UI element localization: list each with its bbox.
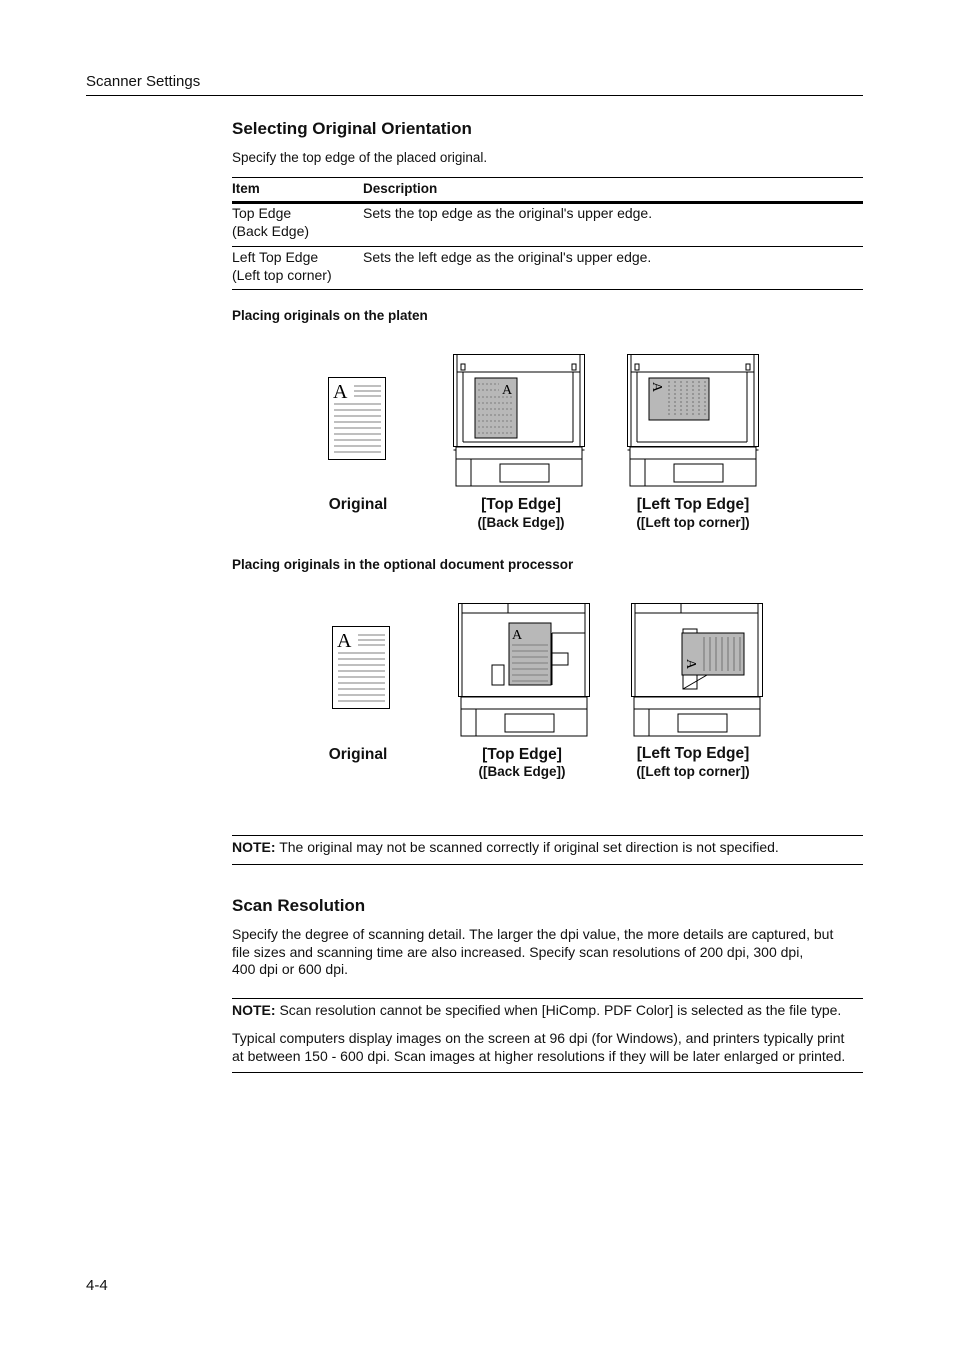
note-scan-resolution xyxy=(232,1002,841,1020)
header-divider xyxy=(86,95,863,96)
table-cell: (Back Edge) xyxy=(232,222,310,239)
platen-top-edge-illustration xyxy=(453,354,585,487)
processor-top-edge-illustration xyxy=(458,603,590,737)
table-row-1-item xyxy=(232,205,309,240)
table-row-1-description: Sets the top edge as the original's upper edge. xyxy=(363,205,653,221)
table-header-rule xyxy=(232,201,863,204)
note-label: NOTE: xyxy=(232,839,276,855)
paragraph-line: Typical computers display images on the screen at 96 dpi (for Windows), and printers typically print xyxy=(232,1030,845,1046)
note-bottom-rule xyxy=(232,1072,863,1073)
note-top-rule xyxy=(232,835,863,836)
caption-back-edge: ([Back Edge]) xyxy=(477,515,565,530)
table-header-item: Item xyxy=(232,181,260,196)
caption-left-top-edge: [Left Top Edge] xyxy=(636,745,750,762)
svg-text:A: A xyxy=(337,630,352,652)
table-bottom-rule xyxy=(232,289,863,290)
table-cell: (Left top corner) xyxy=(232,266,332,283)
paragraph-line: file sizes and scanning time are also increased. Specify scan resolutions of 200 dpi, 300 dpi, xyxy=(232,943,804,960)
note-bottom-rule xyxy=(232,864,863,865)
platen-left-top-edge-illustration xyxy=(627,354,759,487)
note-orientation xyxy=(232,839,779,857)
table-row-rule xyxy=(232,246,863,247)
caption-top-edge: [Top Edge] xyxy=(482,746,562,763)
svg-text:A: A xyxy=(649,382,664,393)
section-heading-orientation: Selecting Original Orientation xyxy=(232,119,472,138)
original-document-illustration xyxy=(328,377,386,460)
caption-original: Original xyxy=(328,746,388,763)
svg-text:A: A xyxy=(512,628,523,643)
page-number: 4-4 xyxy=(86,1277,108,1294)
caption-original: Original xyxy=(328,496,388,513)
paragraph-line: Specify the degree of scanning detail. The larger the dpi value, the more details are captured, but xyxy=(232,926,834,942)
table-row-2-item xyxy=(232,249,332,284)
note-text: The original may not be scanned correctly if original set direction is not specified. xyxy=(275,839,779,855)
scan-resolution-paragraph xyxy=(232,926,833,979)
svg-text:A: A xyxy=(333,381,348,403)
table-header-description: Description xyxy=(363,181,438,196)
running-header: Scanner Settings xyxy=(86,73,201,90)
svg-text:A: A xyxy=(683,659,698,670)
caption-top-edge: [Top Edge] xyxy=(481,496,561,513)
paragraph-line: at between 150 - 600 dpi. Scan images at higher resolutions if they will be later enlarged or printed. xyxy=(232,1047,846,1064)
section-intro: Specify the top edge of the placed original. xyxy=(232,150,488,165)
note-label: NOTE: xyxy=(232,1002,276,1018)
original-document-illustration xyxy=(332,626,390,709)
note-text: Scan resolution cannot be specified when [HiComp. PDF Color] is selected as the file type. xyxy=(275,1002,842,1018)
table-cell: Left Top Edge xyxy=(232,249,319,265)
table-cell: Top Edge xyxy=(232,205,292,221)
note-top-rule xyxy=(232,998,863,999)
platen-subheading: Placing originals on the platen xyxy=(232,308,428,323)
caption-back-edge: ([Back Edge]) xyxy=(478,764,566,779)
caption-left-top-edge: [Left Top Edge] xyxy=(636,496,750,513)
note-typical-resolution xyxy=(232,1030,845,1065)
svg-text:A: A xyxy=(502,383,513,398)
processor-subheading: Placing originals in the optional document processor xyxy=(232,557,574,572)
table-top-rule xyxy=(232,177,863,178)
paragraph-line: 400 dpi or 600 dpi. xyxy=(232,961,348,977)
processor-left-top-edge-illustration xyxy=(631,603,763,737)
section-heading-scan-resolution: Scan Resolution xyxy=(232,896,366,915)
caption-left-top-corner: ([Left top corner]) xyxy=(636,515,750,530)
caption-left-top-corner: ([Left top corner]) xyxy=(636,764,750,779)
table-row-2-description: Sets the left edge as the original's upper edge. xyxy=(363,249,652,265)
